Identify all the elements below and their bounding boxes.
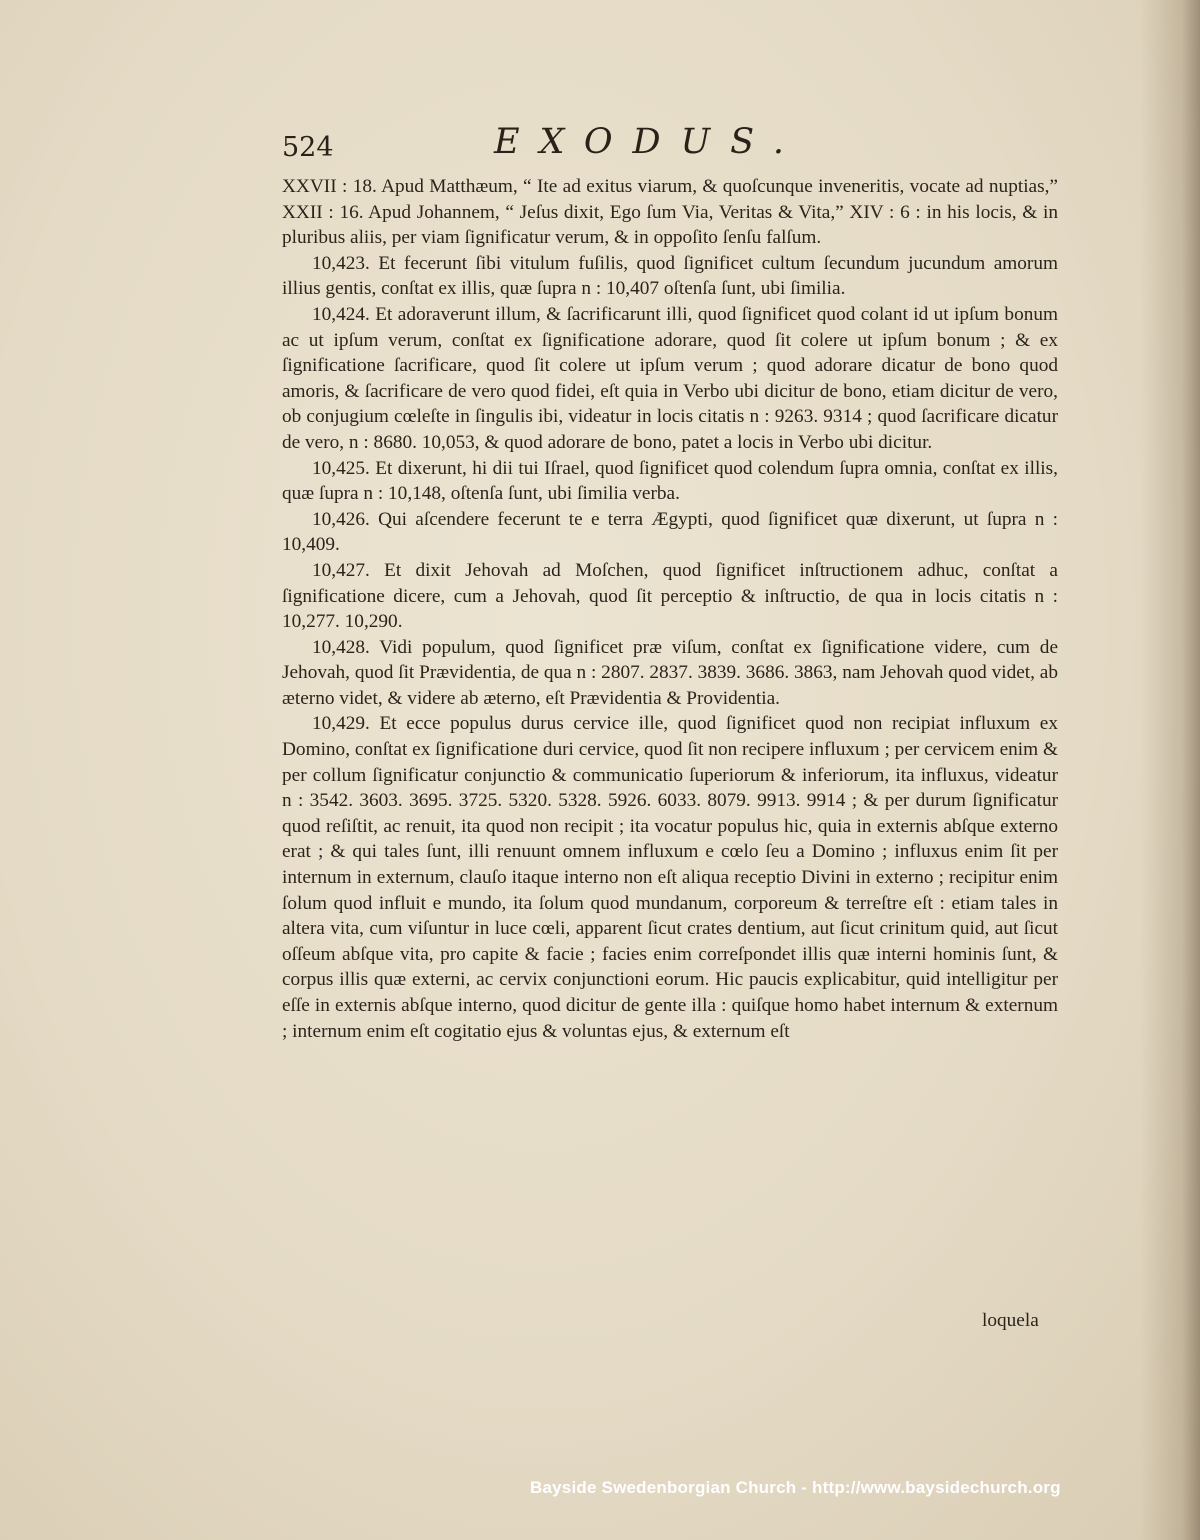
running-title: EXODUS. [494,122,804,162]
page-header [282,122,862,172]
paragraph-10424: 10,424. Et adoraverunt illum, & ſacrificarunt illi, quod ſignificet quod colant id ut ipſum bonum ac ut ipſum verum, conſtat ex ſignificatione adorare, quod ſit colere ut ipſum bonum ; & ex ſignificatione ſacrificare, quod ſit colere ut ipſum verum ; quod adorare dicatur de bono quod amoris, & ſacrificare de vero quod fidei, eſt quia in Verbo ubi dicitur de bono, etiam dicitur de vero, ob conjugium cœleſte in ſingulis ibi, videatur in locis citatis n : 9263. 9314 ; quod ſacrificare dicatur de vero, n : 8680. 10,053, & quod adorare de bono, patet a locis in Verbo ubi dicitur. [282,303,1058,453]
catchword: loquela [982,1310,1039,1331]
paragraph-10429: 10,429. Et ecce populus durus cervice ille, quod ſignificet quod non recipiat influxum ex Domino, conſtat ex ſignificatione duri cervice, quod ſit non recipere influxum ; per cervicem enim & per collum ſignificatur conjunctio & communicatio ſuperiorum & inferiorum, ita influxus, videatur n : 3542. 3603. 3695. 3725. 5320. 5328. 5926. 6033. 8079. 9913. 9914 ; & per durum ſignificatur quod reſiſtit, ac renuit, ita quod non recipit ; ita vocatur populus hic, quia in externis abſque externo erat ; & qui tales ſunt, illi renuunt omnem influxum e cœlo ſeu a Domino ; influxus enim ſit per internum in externum, clauſo itaque interno non eſt aliqua receptio Divini in externo ; recipitur enim ſolum quod influit e mundo, ita ſolum quod mundanum, corporeum & terreſtre eſt : etiam tales in altera vita, cum viſuntur in luce cœli, apparent ſicut crates dentium, aut ſicut crinitum quid, aut ſicut oſſeum abſque vita, pro capite & facie ; facies enim correſpondet illis quæ interni hominis ſunt, & corpus illis quæ externi, ac cervix conjunctioni eorum. Hic paucis explicabitur, quid intelligitur per eſſe in externis abſque interno, quod dicitur de gente illa : quiſque homo habet internum & externum ; internum enim eſt cogitatio ejus & voluntas ejus, & externum eſt [282,713,1058,1042]
paragraph-10423: 10,423. Et fecerunt ſibi vitulum fuſilis, quod ſignificet cultum ſecundum jucundum amorum illius gentis, conſtat ex illis, quæ ſupra n : 10,407 oſtenſa ſunt, ubi ſimilia. [282,252,1058,300]
paragraph-10425: 10,425. Et dixerunt, hi dii tui Iſrael, quod ſignificet quod colendum ſupra omnia, conſtat ex illis, quæ ſupra n : 10,148, oſtenſa ſunt, ubi ſimilia verba. [282,457,1058,505]
paragraph-10427: 10,427. Et dixit Jehovah ad Moſchen, quod ſignificet inſtructionem adhuc, conſtat a ſignificatione dicere, cum a Jehovah, quod ſit perceptio & inſtructio, de qua in locis citatis n : 10,277. 10,290. [282,559,1058,633]
paragraph-10426: 10,426. Qui aſcendere fecerunt te e terra Ægypti, quod ſignificet quæ dixerunt, ut ſupra n : 10,409. [282,508,1058,556]
paragraph-10428: 10,428. Vidi populum, quod ſignificet præ viſum, conſtat ex ſignificatione videre, cum de Jehovah, quod ſit Prævidentia, de qua n : 2807. 2837. 3839. 3686. 3863, nam Jehovah quod videt, ab æterno videt, & videre ab æterno, eſt Prævidentia & Providentia. [282,636,1058,709]
watermark-credit: Bayside Swedenborgian Church - http://www.baysidechurch.org [530,1478,1061,1497]
page-number: 524 [282,132,334,163]
page-edge-shadow [1140,0,1200,1540]
paragraph-continuation: XXVII : 18. Apud Matthæum, “ Ite ad exitus viarum, & quoſcunque inveneritis, vocate ad nuptias,” XXII : 16. Apud Johannem, “ Jeſus dixit, Ego ſum Via, Veritas & Vita,” XIV : 6 : in his locis, & in pluribus aliis, per viam ſignificatur verum, & in oppoſito ſenſu falſum. [282,176,1058,249]
body-text [282,174,1058,1044]
